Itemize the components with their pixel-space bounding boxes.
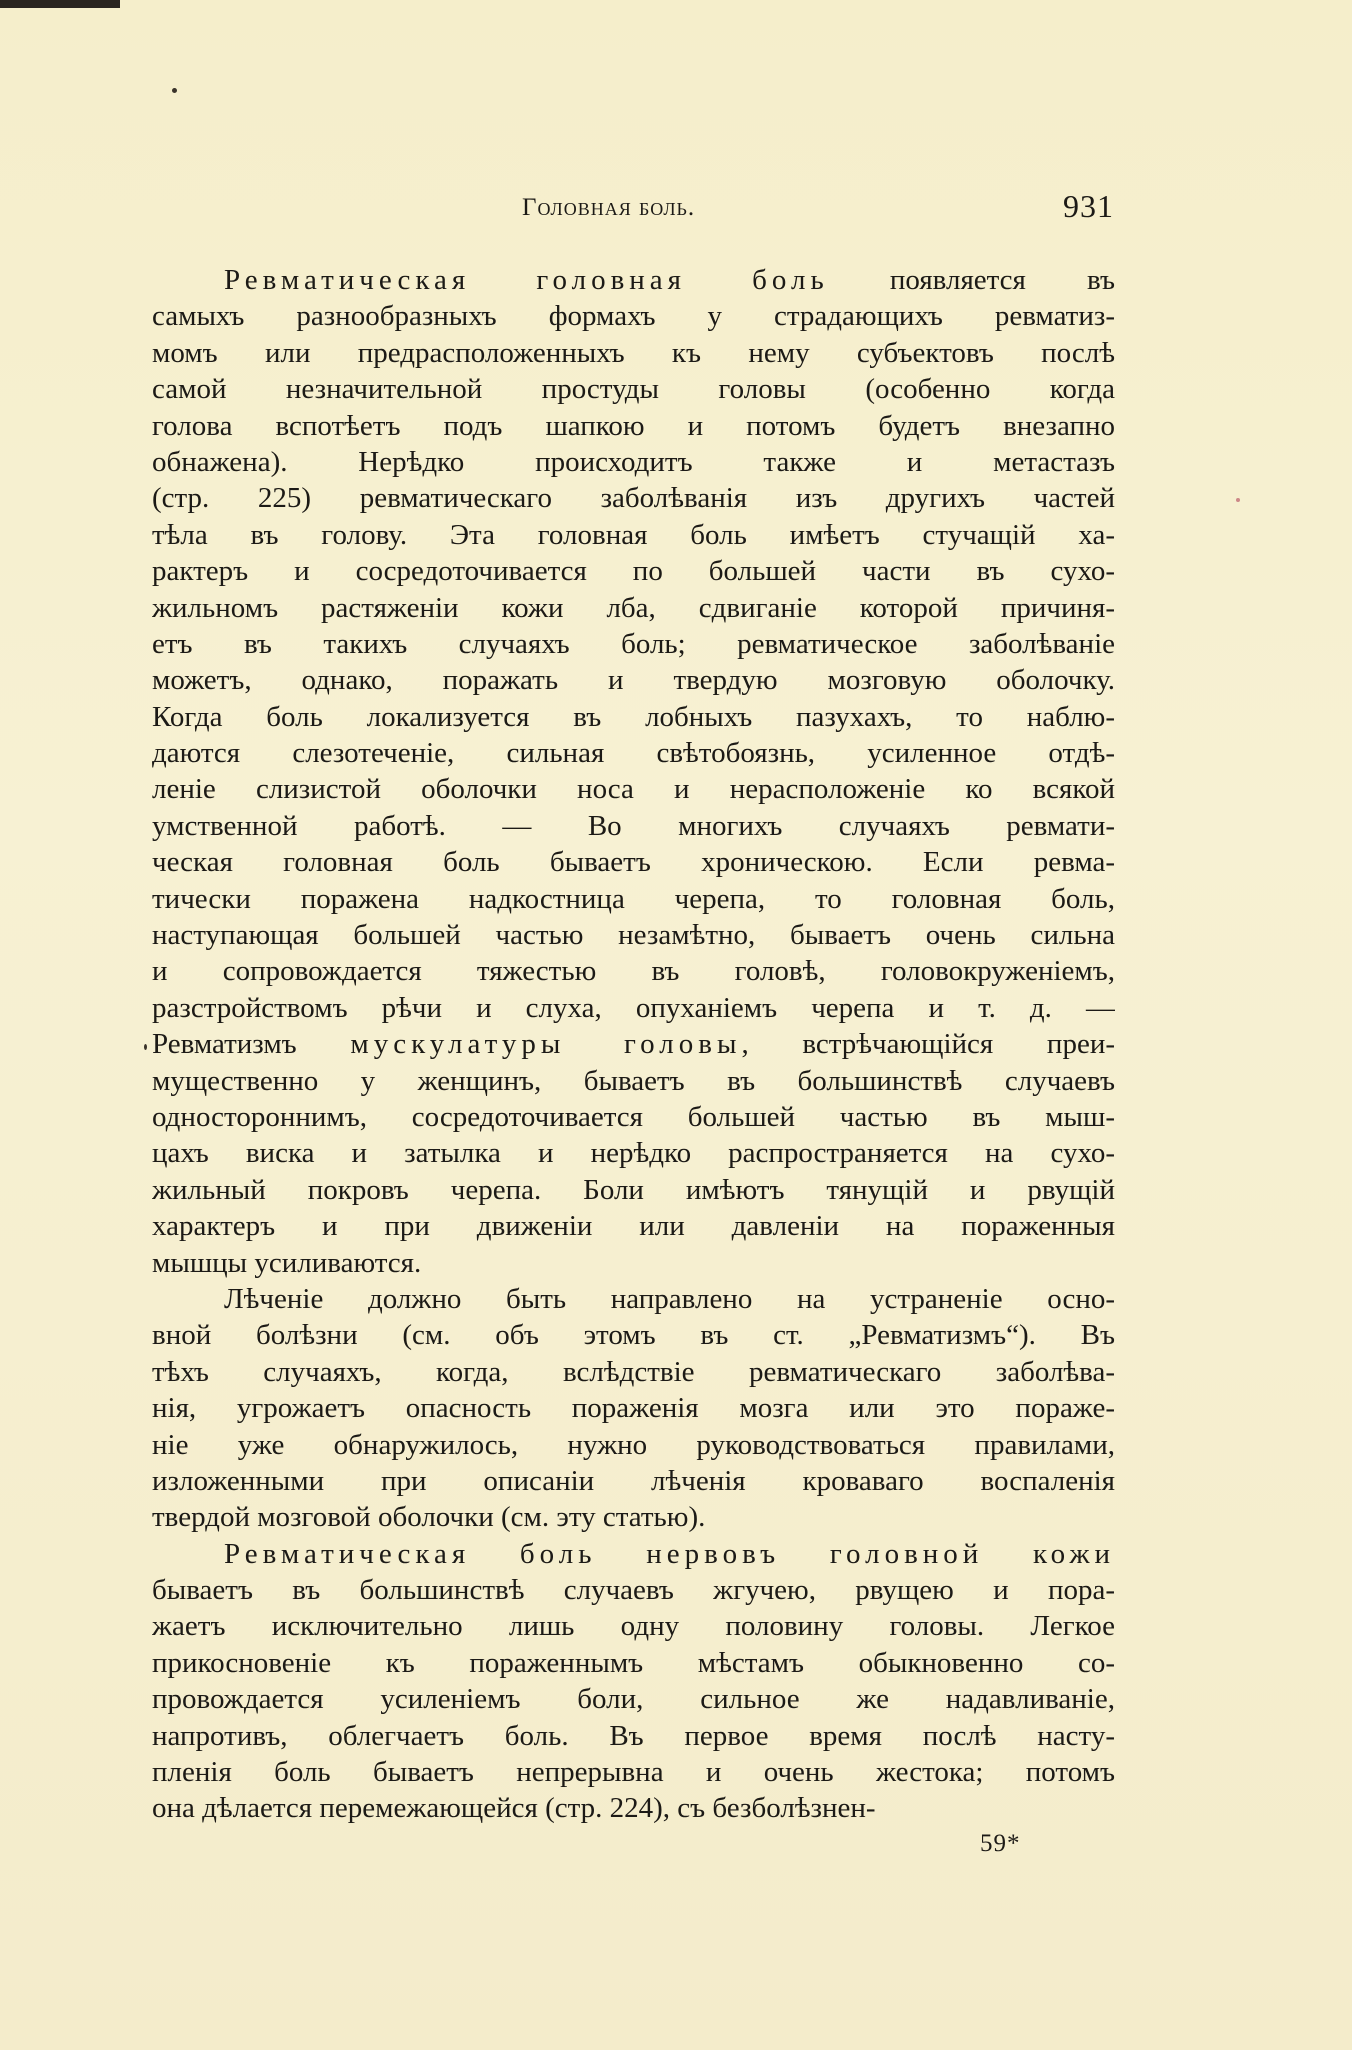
page-number: 931 — [1063, 188, 1114, 224]
signature-mark: 59* — [980, 1830, 1021, 1857]
text-line — [152, 1099, 1115, 1135]
text-run: цахъ виска и затылка и нерѣдко распространяется на сухо- — [152, 1137, 1115, 1170]
text-run: твердой мозговой оболочки (см. эту статью). — [152, 1501, 706, 1534]
text-run: умственной работѣ. — Во многихъ случаяхъ ревмати- — [152, 809, 1115, 842]
print-speck — [1236, 498, 1240, 502]
text-line — [152, 590, 1115, 626]
text-line — [152, 1281, 1115, 1317]
text-line — [152, 1572, 1115, 1608]
text-line — [152, 1536, 1115, 1572]
text-line — [152, 917, 1115, 953]
text-run: леніе слизистой оболочки носа и нерасположеніе ко всякой — [152, 773, 1115, 806]
text-line — [152, 881, 1115, 917]
text-line — [152, 262, 1115, 298]
text-line — [152, 480, 1115, 516]
text-line — [152, 1790, 1115, 1826]
text-line — [152, 1427, 1115, 1463]
text-line — [152, 1135, 1115, 1171]
spaced-emphasis: Ревматическая головная боль — [224, 264, 829, 296]
text-run: и сопровождается тяжестью въ головѣ, головокруженіемъ, — [152, 955, 1115, 988]
text-line — [152, 662, 1115, 698]
text-line — [152, 1245, 1115, 1281]
text-line — [152, 1172, 1115, 1208]
text-run: голова вспотѣетъ подъ шапкою и потомъ будетъ внезапно — [152, 409, 1115, 442]
text-line — [152, 1499, 1115, 1535]
text-run: Когда боль локализуется въ лобныхъ пазухахъ, то наблю- — [152, 700, 1115, 733]
text-line — [152, 371, 1115, 407]
text-run: жильный покровъ черепа. Боли имѣютъ тянущій и рвущій — [152, 1173, 1115, 1206]
text-run: изложенными при описаніи лѣченія кроваваго воспаленія — [152, 1464, 1115, 1497]
scan-edge-mark — [0, 0, 120, 8]
spaced-emphasis: мускулатуры головы — [350, 1028, 742, 1061]
body-text — [152, 262, 1115, 1827]
running-title: Головная боль. — [522, 194, 696, 221]
text-run: самой незначительной простуды головы (особенно когда — [152, 373, 1115, 406]
text-line — [152, 735, 1115, 771]
paragraph — [152, 1536, 1115, 1827]
text-run: разстройствомъ рѣчи и слуха, опуханіемъ черепа и т. д. — — [152, 991, 1115, 1024]
text-line — [152, 953, 1115, 989]
text-run: жаетъ исключительно лишь одну половину головы. Легкое — [152, 1610, 1115, 1643]
text-line — [152, 626, 1115, 662]
spaced-emphasis: Ревматическая боль нервовъ головной кожи — [224, 1537, 1115, 1570]
text-line — [152, 1026, 1115, 1062]
text-run: одностороннимъ, сосредоточивается большей частью въ мыш- — [152, 1100, 1115, 1133]
text-run: етъ въ такихъ случаяхъ боль; ревматическое заболѣваніе — [152, 627, 1115, 660]
text-line — [152, 517, 1115, 553]
text-run: наступающая большей частью незамѣтно, бываетъ очень сильна — [152, 919, 1115, 952]
text-run: характеръ и при движеніи или давленіи на пораженныя — [152, 1210, 1115, 1243]
text-run: появляется въ — [828, 264, 1115, 296]
text-run: , встрѣчающійся преи- — [741, 1028, 1115, 1061]
text-run: рактеръ и сосредоточивается по большей части въ сухо- — [152, 555, 1115, 588]
text-run: нія, угрожаетъ опасность пораженія мозга или это пораже- — [152, 1392, 1115, 1425]
text-line — [152, 1354, 1115, 1390]
text-run: ческая головная боль бываетъ хроническою. Если ревма- — [152, 846, 1115, 879]
text-line — [152, 1718, 1115, 1754]
text-line — [152, 808, 1115, 844]
text-run: бываетъ въ большинствѣ случаевъ жгучею, рвущею и пора- — [152, 1574, 1115, 1607]
text-line — [152, 990, 1115, 1026]
text-run: тѣла въ голову. Эта головная боль имѣетъ стучащій ха- — [152, 518, 1115, 551]
text-line — [152, 844, 1115, 880]
text-run: она дѣлается перемежающейся (стр. 224), съ безболѣзнен- — [152, 1792, 876, 1825]
print-speck — [172, 88, 177, 93]
text-line — [152, 408, 1115, 444]
text-run: напротивъ, облегчаетъ боль. Въ первое время послѣ насту- — [152, 1719, 1115, 1752]
text-run: жильномъ растяженіи кожи лба, сдвиганіе которой причиня- — [152, 591, 1115, 624]
text-run: Ревматизмъ — [152, 1028, 351, 1061]
paragraph — [152, 262, 1115, 1281]
text-run: даются слезотеченіе, сильная свѣтобоязнь, усиленное отдѣ- — [152, 737, 1115, 770]
text-line — [152, 1063, 1115, 1099]
text-run: провождается усиленіемъ боли, сильное же надавливаніе, — [152, 1683, 1115, 1716]
paragraph — [152, 1281, 1115, 1536]
text-line — [152, 1645, 1115, 1681]
text-line — [152, 553, 1115, 589]
print-speck — [144, 1044, 147, 1050]
text-run: (стр. 225) ревматическаго заболѣванія изъ другихъ частей — [152, 482, 1115, 515]
text-run: мышцы усиливаются. — [152, 1246, 422, 1279]
text-line — [152, 335, 1115, 371]
text-line — [152, 1463, 1115, 1499]
text-run: ніе уже обнаружилось, нужно руководствоваться правилами, — [152, 1428, 1115, 1461]
text-run: мущественно у женщинъ, бываетъ въ большинствѣ случаевъ — [152, 1064, 1115, 1097]
text-line — [152, 298, 1115, 334]
text-run: можетъ, однако, поражать и твердую мозговую оболочку. — [152, 664, 1115, 697]
text-line — [152, 771, 1115, 807]
text-run: тически поражена надкостница черепа, то головная боль, — [152, 882, 1115, 915]
text-line — [152, 444, 1115, 480]
text-run: обнажена). Нерѣдко происходитъ также и метастазъ — [152, 445, 1115, 478]
text-line — [152, 1208, 1115, 1244]
text-run: тѣхъ случаяхъ, когда, вслѣдствіе ревматическаго заболѣва- — [152, 1355, 1115, 1388]
text-run: Лѣченіе должно быть направлено на устраненіе осно- — [224, 1282, 1115, 1315]
text-line — [152, 1681, 1115, 1717]
text-run: пленія боль бываетъ непрерывна и очень жестока; потомъ — [152, 1756, 1115, 1789]
text-line — [152, 1317, 1115, 1353]
page-header — [150, 188, 1120, 236]
text-run: прикосновеніе къ пораженнымъ мѣстамъ обыкновенно со- — [152, 1646, 1115, 1679]
text-line — [152, 699, 1115, 735]
text-line — [152, 1608, 1115, 1644]
text-run: момъ или предрасположенныхъ къ нему субъектовъ послѣ — [152, 336, 1115, 369]
text-line — [152, 1390, 1115, 1426]
text-line — [152, 1754, 1115, 1790]
text-run: самыхъ разнообразныхъ формахъ у страдающихъ ревматиз- — [152, 300, 1115, 333]
text-run: вной болѣзни (см. объ этомъ въ ст. „Ревматизмъ“). Въ — [152, 1319, 1115, 1352]
